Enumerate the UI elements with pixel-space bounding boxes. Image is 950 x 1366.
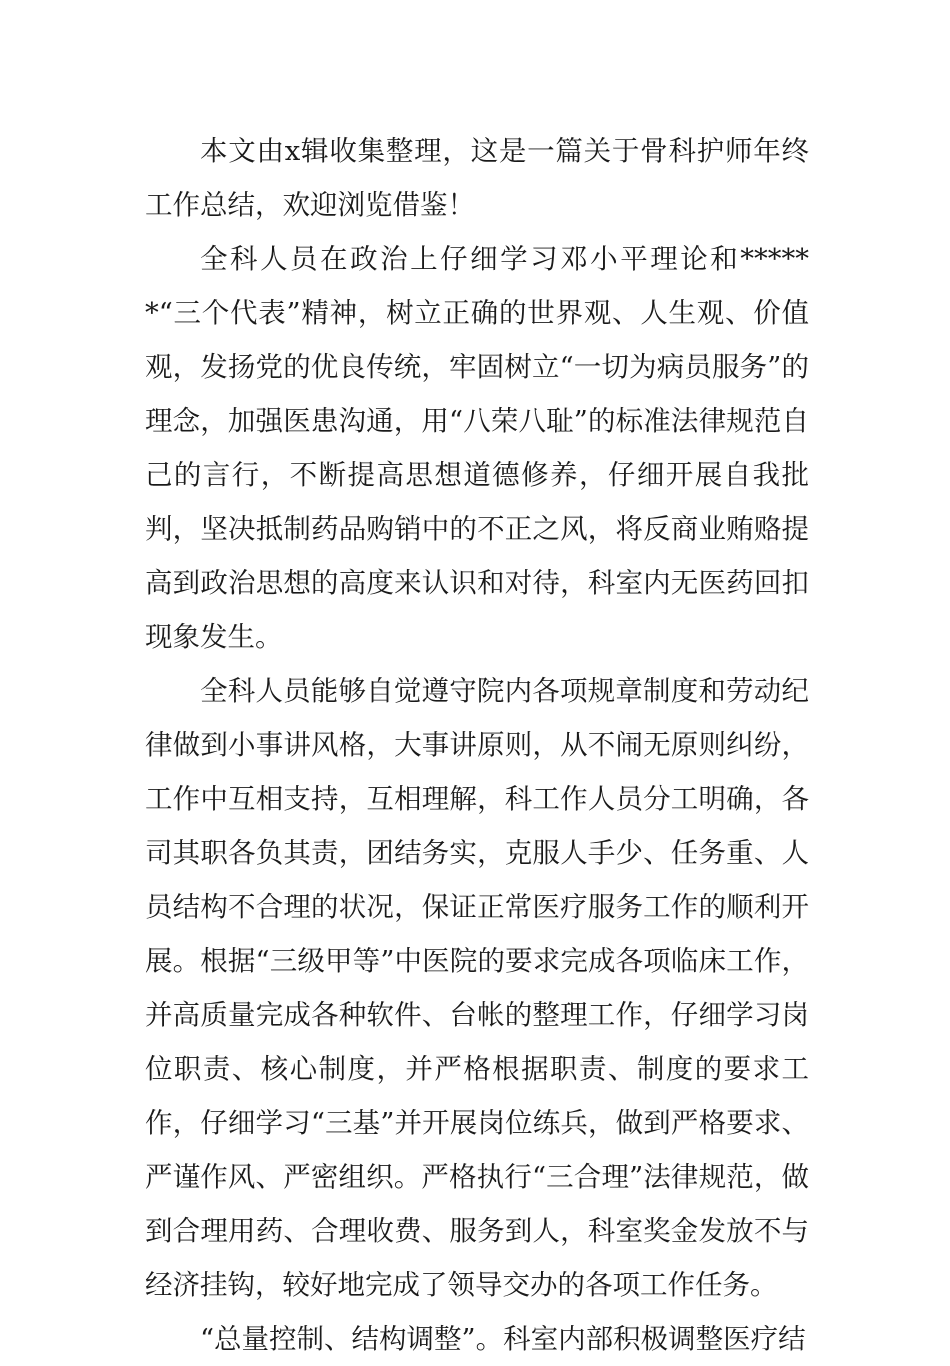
paragraph-total-control: “总量控制、结构调整”。科室内部积极调整医疗结 bbox=[200, 1323, 806, 1355]
paragraph-political-study: 全科人员在政治上仔细学习邓小平理论和******“三个代表”精神，树立正确的世界观、人生观、价值观，发扬党的优良传统，牢固树立“一切为病员服务”的理念，加强医患沟通，用“八荣八耻”的标准法律规范自己的言行，不断提高思想道德修养，仔细开展自我批判，坚决抵制药品购销中的不正之风，将反商业贿赂提高到政治思想的高度来认识和对待，科室内无医药回扣现象发生。 bbox=[145, 243, 809, 653]
paragraph-intro: 本文由x辑收集整理，这是一篇关于骨科护师年终工作总结，欢迎浏览借鉴！ bbox=[145, 135, 809, 221]
paragraph-discipline: 全科人员能够自觉遵守院内各项规章制度和劳动纪律做到小事讲风格，大事讲原则，从不闹无原则纠纷，工作中互相支持，互相理解，科工作人员分工明确，各司其职各负其责，团结务实，克服人手少、任务重、人员结构不合理的状况，保证正常医疗服务工作的顺利开展。根据“三级甲等”中医院的要求完成各项临床工作，并高质量完成各种软件、台帐的整理工作，仔细学习岗位职责、核心制度，并严格根据职责、制度的要求工作，仔细学习“三基”并开展岗位练兵，做到严格要求、严谨作风、严密组织。严格执行“三合理”法律规范，做到合理用药、合理收费、服务到人，科室奖金发放不与经济挂钩，较好地完成了领导交办的各项工作任务。 bbox=[145, 675, 809, 1301]
document-body bbox=[145, 124, 809, 1366]
